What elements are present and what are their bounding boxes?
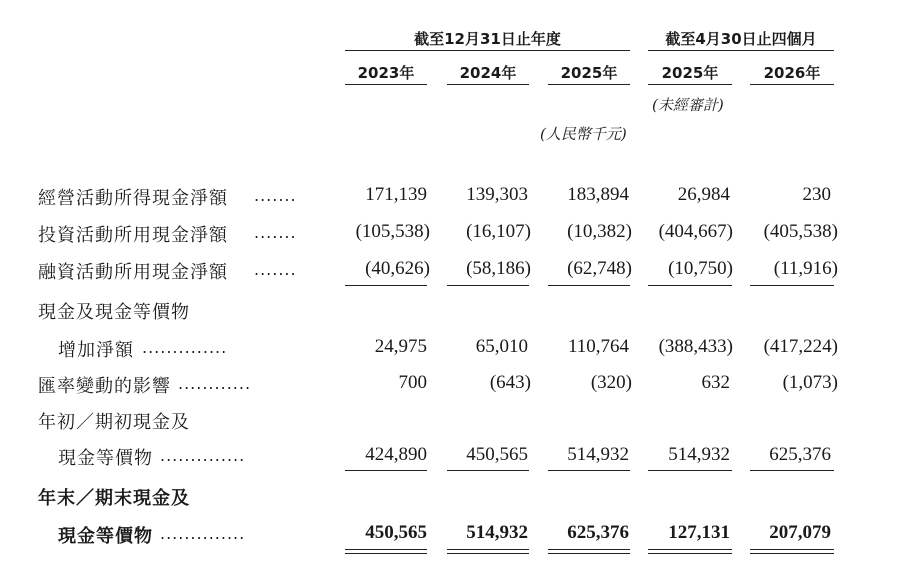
cell-financing-2025: (62,748) xyxy=(567,258,632,279)
subtotal-rule-1 xyxy=(345,285,427,286)
double-rule-1 xyxy=(345,549,427,554)
cell-fx-2024: (643) xyxy=(489,372,531,393)
cell-closing-2025: 625,376 xyxy=(567,522,629,543)
cell-fx-2026-4m: (1,073) xyxy=(782,372,838,393)
leader-dots: ....... xyxy=(254,186,297,205)
cell-investing-2025: (10,382) xyxy=(567,221,632,242)
cell-opening-2026-4m: 625,376 xyxy=(769,444,831,465)
cell-increase-2025-4m: (388,433) xyxy=(658,336,733,357)
cell-increase-2026-4m: (417,224) xyxy=(763,336,838,357)
year-rule-3 xyxy=(548,84,630,85)
cell-increase-2024: 65,010 xyxy=(475,336,528,357)
header-group-interim-rule xyxy=(648,50,834,51)
cell-increase-2025: 110,764 xyxy=(567,336,629,357)
year-rule-5 xyxy=(750,84,834,85)
unit-note: (人民幣千元) xyxy=(540,125,627,143)
year-rule-1 xyxy=(345,84,427,85)
subtotal-rule-4 xyxy=(648,285,732,286)
row-label-investing: 投資活動所用現金淨額 xyxy=(38,225,228,246)
cell-investing-2024: (16,107) xyxy=(466,221,531,242)
cell-operating-2023: 171,139 xyxy=(365,184,427,205)
total-rule-1 xyxy=(345,470,427,471)
cell-operating-2024: 139,303 xyxy=(466,184,528,205)
row-heading-increase: 現金及現金等價物 xyxy=(38,302,190,323)
year-header-3: 2025年 xyxy=(560,64,618,82)
row-label-opening: 現金等價物 xyxy=(58,448,153,469)
leader-dots: .............. xyxy=(142,338,228,357)
year-header-4: 2025年 xyxy=(661,64,719,82)
row-label-increase: 增加淨額 xyxy=(58,340,134,361)
cell-increase-2023: 24,975 xyxy=(374,336,427,357)
cell-financing-2024: (58,186) xyxy=(466,258,531,279)
double-rule-5 xyxy=(750,549,834,554)
total-rule-4 xyxy=(648,470,732,471)
cell-closing-2024: 514,932 xyxy=(466,522,528,543)
header-group-annual: 截至12月31日止年度 xyxy=(414,30,561,48)
year-header-5: 2026年 xyxy=(763,64,821,82)
cell-financing-2026-4m: (11,916) xyxy=(773,258,838,279)
cell-closing-2023: 450,565 xyxy=(365,522,427,543)
subtotal-rule-5 xyxy=(750,285,834,286)
cell-opening-2025-4m: 514,932 xyxy=(668,444,730,465)
leader-dots: .............. xyxy=(160,446,246,465)
cell-financing-2023: (40,626) xyxy=(365,258,430,279)
double-rule-3 xyxy=(548,549,630,554)
leader-dots: ....... xyxy=(254,260,297,279)
cell-fx-2023: 700 xyxy=(398,372,427,393)
double-rule-4 xyxy=(648,549,732,554)
cell-operating-2026-4m: 230 xyxy=(802,184,831,205)
year-rule-2 xyxy=(447,84,529,85)
leader-dots: ............ xyxy=(178,374,252,393)
cell-investing-2026-4m: (405,538) xyxy=(763,221,838,242)
cell-fx-2025: (320) xyxy=(590,372,632,393)
cell-closing-2026-4m: 207,079 xyxy=(769,522,831,543)
cell-operating-2025: 183,894 xyxy=(567,184,629,205)
row-label-fx: 匯率變動的影響 xyxy=(38,376,171,397)
row-heading-closing: 年末／期末現金及 xyxy=(38,488,190,509)
cell-operating-2025-4m: 26,984 xyxy=(677,184,730,205)
row-label-operating: 經營活動所得現金淨額 xyxy=(38,188,228,209)
year-header-1: 2023年 xyxy=(357,64,415,82)
cell-fx-2025-4m: 632 xyxy=(701,372,730,393)
total-rule-3 xyxy=(548,470,630,471)
subtotal-rule-2 xyxy=(447,285,529,286)
header-group-interim: 截至4月30日止四個月 xyxy=(665,30,817,48)
row-label-closing: 現金等價物 xyxy=(58,526,153,547)
cell-investing-2025-4m: (404,667) xyxy=(658,221,733,242)
cell-opening-2024: 450,565 xyxy=(466,444,528,465)
cell-opening-2023: 424,890 xyxy=(365,444,427,465)
year-rule-4 xyxy=(648,84,732,85)
unaudited-note: (未經審計) xyxy=(652,96,724,114)
cell-investing-2023: (105,538) xyxy=(355,221,430,242)
row-heading-opening: 年初／期初現金及 xyxy=(38,412,190,433)
cell-opening-2025: 514,932 xyxy=(567,444,629,465)
total-rule-5 xyxy=(750,470,834,471)
subtotal-rule-3 xyxy=(548,285,630,286)
cell-financing-2025-4m: (10,750) xyxy=(668,258,733,279)
header-group-annual-rule xyxy=(345,50,630,51)
leader-dots: ....... xyxy=(254,223,297,242)
row-label-financing: 融資活動所用現金淨額 xyxy=(38,262,228,283)
leader-dots: .............. xyxy=(160,524,246,543)
double-rule-2 xyxy=(447,549,529,554)
cell-closing-2025-4m: 127,131 xyxy=(668,522,730,543)
total-rule-2 xyxy=(447,470,529,471)
year-header-2: 2024年 xyxy=(459,64,517,82)
